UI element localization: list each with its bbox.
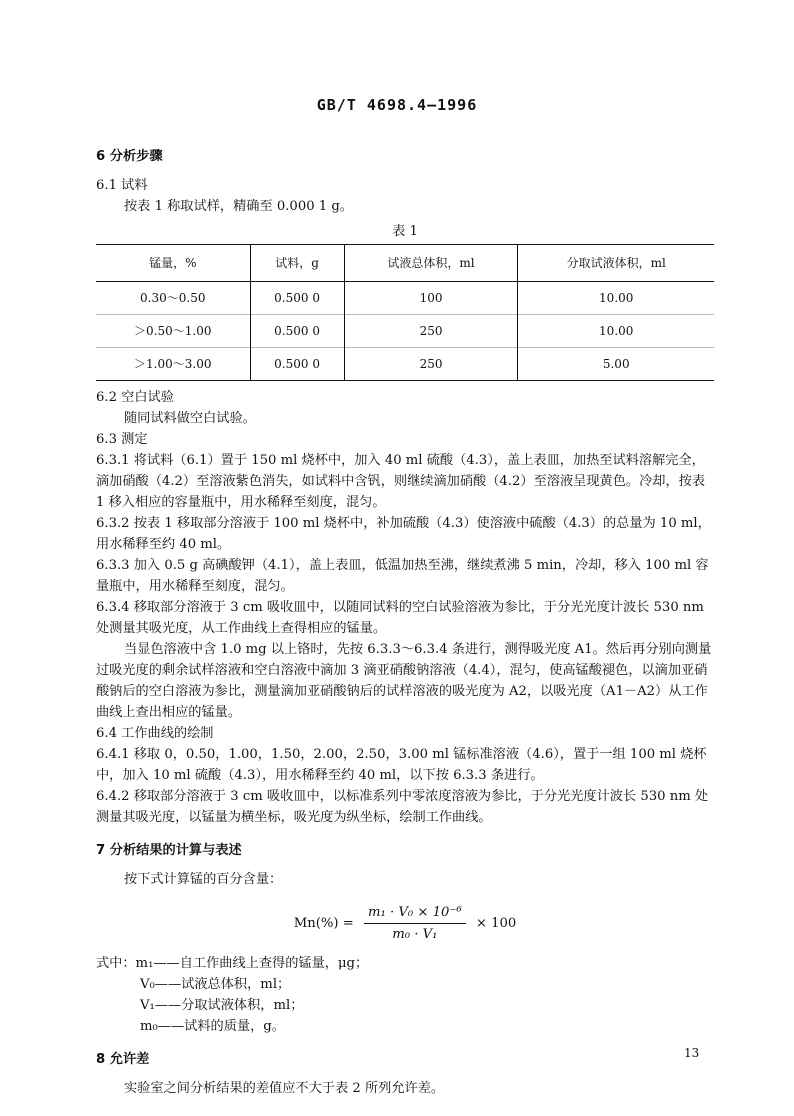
section-8-text: 实验室之间分析结果的差值应不大于表 2 所列允许差。 bbox=[124, 1081, 445, 1096]
table-cell: 0.500 0 bbox=[250, 282, 344, 315]
table-cell: 250 bbox=[344, 348, 518, 381]
table-cell: 10.00 bbox=[518, 282, 714, 315]
section-6-2-text: 随同试料做空白试验。 bbox=[124, 411, 256, 426]
table-cell: 100 bbox=[344, 282, 518, 315]
table-cell: 5.00 bbox=[518, 348, 714, 381]
table-1-caption: 表 1 bbox=[392, 224, 418, 239]
chromium-note: 当显色溶液中含 1.0 mg 以上铬时，先按 6.3.3～6.3.4 条进行，测得吸光度 A1。然后再分别向测量过吸光度的剩余试样溶液和空白溶液中滴加 3 滴亚硝酸钠溶液（4.4），混匀，使高锰酸褪色，以滴加亚硝酸钠后的空白溶液为参比，测量滴加亚硝酸钠后的试样溶液的吸光度为 A2，以吸光度（A1－A2）从工作曲线上查出相应的锰量。 bbox=[96, 642, 712, 720]
formula-rhs: × 100 bbox=[475, 916, 517, 931]
paragraph-6-4-2: 6.4.2 移取部分溶液于 3 cm 吸收皿中，以标准系列中零浓度溶液为参比，于分光光度计波长 530 nm 处测量其吸光度，以锰量为横坐标，吸光度为纵坐标，绘制工作曲线。 bbox=[96, 789, 709, 825]
paragraph-6-3-3: 6.3.3 加入 0.5 g 高碘酸钾（4.1），盖上表皿，低温加热至沸，继续煮沸 5 min，冷却，移入 100 ml 容量瓶中，用水稀释至刻度，混匀。 bbox=[96, 558, 709, 594]
paragraph-6-3-1: 6.3.1 将试料（6.1）置于 150 ml 烧杯中，加入 40 ml 硫酸（4.3），盖上表皿，加热至试料溶解完全，滴加硝酸（4.2）至溶液紫色消失，如试料中含钒，则继续滴加硝酸（4.2）至溶液呈现黄色。冷却，按表 1 移入相应的容量瓶中，用水稀释至刻度，混匀。 bbox=[96, 453, 706, 510]
section-6-title: 6 分析步骤 bbox=[96, 149, 163, 164]
table-cell: ＞1.00～3.00 bbox=[96, 348, 250, 381]
table-1 bbox=[96, 244, 714, 381]
column-header: 试料，g bbox=[250, 245, 344, 282]
column-header: 分取试液体积，ml bbox=[518, 245, 714, 282]
paragraph-6-3-2: 6.3.2 按表 1 移取部分溶液于 100 ml 烧杯中，补加硫酸（4.3）使溶液中硫酸（4.3）的总量为 10 ml，用水稀释至约 40 ml。 bbox=[96, 516, 711, 552]
table-cell: ＞0.50～1.00 bbox=[96, 315, 250, 348]
section-7-title: 7 分析结果的计算与表述 bbox=[96, 843, 242, 858]
formula-lhs: Mn(%) = bbox=[293, 916, 354, 931]
table-cell: 250 bbox=[344, 315, 518, 348]
table-row bbox=[96, 282, 714, 315]
paragraph-6-3-4: 6.3.4 移取部分溶液于 3 cm 吸收皿中，以随同试料的空白试验溶液为参比，于分光光度计波长 530 nm 处测量其吸光度，从工作曲线上查得相应的锰量。 bbox=[96, 600, 704, 636]
section-6-4-title: 6.4 工作曲线的绘制 bbox=[96, 726, 214, 741]
formula-intro: 按下式计算锰的百分含量： bbox=[124, 872, 283, 887]
column-header: 锰量，% bbox=[96, 245, 250, 282]
formula-denominator: m₀ · V₁ bbox=[392, 927, 438, 942]
section-6-1-title: 6.1 试料 bbox=[96, 178, 148, 193]
section-6-1-text: 按表 1 称取试样，精确至 0.000 1 g。 bbox=[124, 199, 353, 214]
section-8-title: 8 允许差 bbox=[96, 1052, 150, 1067]
section-6-2-title: 6.2 空白试验 bbox=[96, 390, 174, 405]
table-cell: 0.500 0 bbox=[250, 348, 344, 381]
column-header: 试液总体积，ml bbox=[344, 245, 518, 282]
definition-v0: V₀——试液总体积，ml； bbox=[140, 977, 291, 992]
table-cell: 0.500 0 bbox=[250, 315, 344, 348]
standard-header: GB/T 4698.4—1996 bbox=[316, 96, 478, 114]
table-row bbox=[96, 315, 714, 348]
formula-fraction bbox=[364, 902, 466, 945]
section-6-3-title: 6.3 测定 bbox=[96, 432, 148, 447]
definition-v1: V₁——分取试液体积，ml； bbox=[140, 998, 304, 1013]
manganese-formula bbox=[96, 902, 714, 945]
paragraph-6-4-1: 6.4.1 移取 0，0.50，1.00，1.50，2.00，2.50，3.00 ml 锰标准溶液（4.6），置于一组 100 ml 烧杯中，加入 10 ml 硫酸（4.3），用水稀释至约 40 ml，以下按 6.3.3 条进行。 bbox=[96, 747, 707, 783]
variable-definitions bbox=[96, 953, 714, 1037]
table-cell: 0.30～0.50 bbox=[96, 282, 250, 315]
page-number: 13 bbox=[684, 1046, 700, 1060]
definition-m0: m₀——试料的质量，g。 bbox=[140, 1019, 285, 1034]
table-cell: 10.00 bbox=[518, 315, 714, 348]
definition-m1: 式中：m₁——自工作曲线上查得的锰量，μg； bbox=[96, 956, 369, 971]
document-body bbox=[96, 140, 714, 1099]
formula-numerator: m₁ · V₀ × 10⁻⁶ bbox=[364, 902, 466, 924]
table-header-row bbox=[96, 245, 714, 282]
table-row bbox=[96, 348, 714, 381]
